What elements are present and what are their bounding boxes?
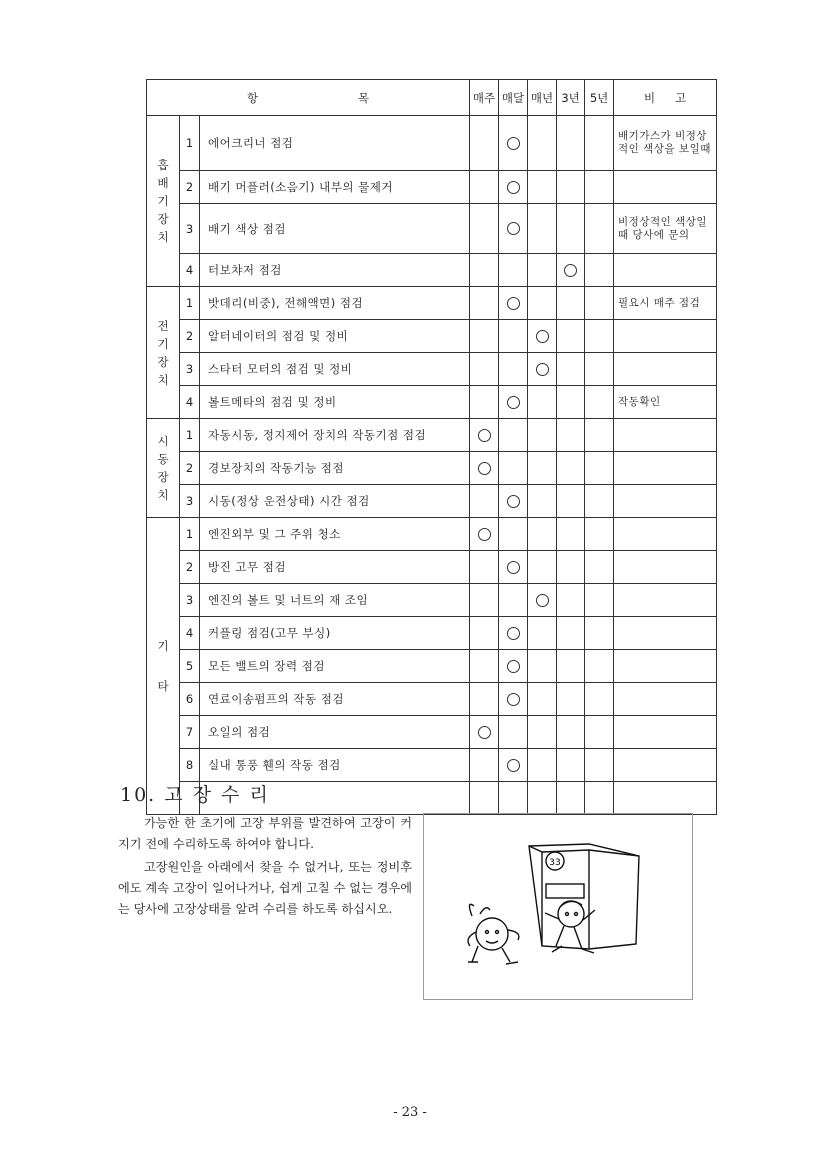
table-row: [147, 171, 717, 204]
table-row: [147, 551, 717, 584]
header-item: 항 목: [147, 80, 470, 116]
table-row: [147, 716, 717, 749]
check-circle-icon: [507, 222, 520, 235]
group-label-char: 장: [157, 470, 169, 484]
row-number: 2: [180, 452, 200, 485]
row-item: 스타터 모터의 점검 및 정비: [200, 353, 470, 386]
check-circle-icon: [507, 396, 520, 409]
cell-weekly: [470, 683, 499, 716]
cell-y3: [557, 320, 585, 353]
row-item: 방진 고무 점검: [200, 551, 470, 584]
group-label: [147, 287, 180, 419]
table-header-row: [147, 80, 717, 116]
check-circle-icon: [478, 726, 491, 739]
row-note: [614, 254, 717, 287]
row-number: 1: [180, 287, 200, 320]
check-circle-icon: [507, 759, 520, 772]
cell-y3: [557, 386, 585, 419]
cell-y5: [585, 171, 614, 204]
row-number: 3: [180, 485, 200, 518]
cell-monthly: [499, 485, 528, 518]
cell-monthly: [499, 749, 528, 782]
cell-monthly: [499, 452, 528, 485]
group-label-char: 치: [157, 488, 169, 502]
paragraph-2: 고장원인을 아래에서 찾을 수 없거나, 또는 정비후에도 계속 고장이 일어나거나, 쉽게 고칠 수 없는 경우에는 당사에 고장상태를 알려 수리를 하도록 하십시오.: [118, 860, 412, 916]
row-item: 시동(정상 운전상태) 시간 점검: [200, 485, 470, 518]
row-note: [614, 320, 717, 353]
cell-y5: [585, 353, 614, 386]
cell-y3: [557, 204, 585, 254]
group-label-char: 타: [157, 679, 169, 693]
row-note: [614, 419, 717, 452]
section-title: 고 장 수 리: [164, 784, 270, 806]
cell-weekly: [470, 716, 499, 749]
group-label-char: 치: [157, 230, 169, 244]
cell-y5: [585, 584, 614, 617]
cell-yearly: [528, 617, 557, 650]
cell-y3: [557, 551, 585, 584]
cell-monthly: [499, 353, 528, 386]
cell-weekly: [470, 204, 499, 254]
row-item: 경보장치의 작동기능 점점: [200, 452, 470, 485]
table-row: [147, 386, 717, 419]
cell-monthly: [499, 584, 528, 617]
row-number: 7: [180, 716, 200, 749]
row-note: 작동확인: [614, 386, 717, 419]
group-label: [147, 116, 180, 287]
group-label-char: 치: [157, 372, 169, 387]
cell-monthly: [499, 683, 528, 716]
check-circle-icon: [536, 363, 549, 376]
section-body: [118, 813, 412, 922]
cell-y3: [557, 749, 585, 782]
cell-y3: [557, 782, 585, 815]
table-row: [147, 419, 717, 452]
table-row: [147, 683, 717, 716]
cell-y5: [585, 386, 614, 419]
group-label-char: 흡: [157, 158, 169, 172]
cell-monthly: [499, 116, 528, 171]
cell-y3: [557, 683, 585, 716]
mechanic-mascot-illustration: [424, 814, 692, 999]
row-number: 2: [180, 320, 200, 353]
cell-weekly: [470, 650, 499, 683]
row-note: [614, 782, 717, 815]
cell-yearly: [528, 518, 557, 551]
check-circle-icon: [507, 660, 520, 673]
cell-y5: [585, 650, 614, 683]
header-note: 비 고: [614, 80, 717, 116]
table-row: [147, 584, 717, 617]
table-row: [147, 452, 717, 485]
paragraph-1: 가능한 한 초기에 고장 부위를 발견하여 고장이 커지기 전에 수리하도록 하여야 합니다.: [118, 816, 412, 851]
row-number: 3: [180, 204, 200, 254]
cell-weekly: [470, 353, 499, 386]
row-number: 1: [180, 116, 200, 171]
cell-y3: [557, 452, 585, 485]
row-item: 터보챠저 점검: [200, 254, 470, 287]
cell-monthly: [499, 171, 528, 204]
group-label-char: 시: [157, 434, 169, 448]
cell-yearly: [528, 171, 557, 204]
row-item: 모든 밸트의 장력 점검: [200, 650, 470, 683]
cell-y5: [585, 287, 614, 320]
row-note: [614, 584, 717, 617]
check-circle-icon: [507, 693, 520, 706]
row-note: [614, 485, 717, 518]
row-item: 볼트메타의 점검 및 정비: [200, 386, 470, 419]
cell-yearly: [528, 452, 557, 485]
cell-weekly: [470, 254, 499, 287]
row-number: 2: [180, 551, 200, 584]
row-note: [614, 617, 717, 650]
page-number: - 23 -: [393, 1105, 427, 1120]
cell-monthly: [499, 782, 528, 815]
table-row: [147, 116, 717, 171]
cell-weekly: [470, 452, 499, 485]
check-circle-icon: [507, 181, 520, 194]
row-number: 3: [180, 353, 200, 386]
cell-yearly: [528, 254, 557, 287]
check-circle-icon: [564, 264, 577, 277]
row-number: 1: [180, 419, 200, 452]
check-circle-icon: [536, 330, 549, 343]
row-item: 엔진의 볼트 및 너트의 재 조임: [200, 584, 470, 617]
header-monthly: 매달: [499, 80, 528, 116]
group-label-char: 동: [157, 452, 169, 466]
cell-yearly: [528, 204, 557, 254]
table-row: [147, 485, 717, 518]
cell-yearly: [528, 485, 557, 518]
row-note: [614, 749, 717, 782]
row-item: 실내 통풍 휀의 작동 점검: [200, 749, 470, 782]
row-number: 2: [180, 171, 200, 204]
row-number: 3: [180, 584, 200, 617]
table-row: [147, 749, 717, 782]
check-circle-icon: [507, 137, 520, 150]
cell-y5: [585, 419, 614, 452]
repair-illustration: [423, 813, 693, 1000]
group-label-char: 장: [157, 212, 169, 226]
table-row: [147, 287, 717, 320]
row-note: [614, 650, 717, 683]
row-number: 5: [180, 650, 200, 683]
cell-weekly: [470, 485, 499, 518]
row-note: [614, 452, 717, 485]
cell-monthly: [499, 551, 528, 584]
badge-number: 33: [549, 858, 561, 868]
row-number: 8: [180, 749, 200, 782]
cell-y3: [557, 518, 585, 551]
section-heading: [120, 780, 270, 807]
cell-yearly: [528, 386, 557, 419]
cell-monthly: [499, 518, 528, 551]
check-circle-icon: [507, 495, 520, 508]
cell-y5: [585, 320, 614, 353]
check-circle-icon: [536, 594, 549, 607]
row-note: 필요시 매주 점검: [614, 287, 717, 320]
cell-yearly: [528, 584, 557, 617]
check-circle-icon: [478, 528, 491, 541]
group-label: [147, 518, 180, 815]
row-note: [614, 353, 717, 386]
row-item: 밧데리(비중), 전해액면) 점검: [200, 287, 470, 320]
cell-weekly: [470, 782, 499, 815]
cell-yearly: [528, 551, 557, 584]
cell-y5: [585, 617, 614, 650]
cell-y5: [585, 254, 614, 287]
row-item: 오일의 점검: [200, 716, 470, 749]
row-item: 알터네이터의 점검 및 정비: [200, 320, 470, 353]
cell-y3: [557, 353, 585, 386]
cell-y5: [585, 204, 614, 254]
cell-yearly: [528, 650, 557, 683]
row-note: [614, 551, 717, 584]
cell-weekly: [470, 749, 499, 782]
table-row: [147, 353, 717, 386]
cell-weekly: [470, 116, 499, 171]
cell-y5: [585, 683, 614, 716]
group-label-char: 기: [157, 194, 169, 208]
cell-y5: [585, 485, 614, 518]
row-item: 커플링 점검(고무 부싱): [200, 617, 470, 650]
cell-y3: [557, 485, 585, 518]
cell-yearly: [528, 716, 557, 749]
cell-y5: [585, 749, 614, 782]
table-row: [147, 320, 717, 353]
group-label-char: 배: [157, 176, 169, 190]
cell-monthly: [499, 650, 528, 683]
cell-y3: [557, 650, 585, 683]
table-row: [147, 650, 717, 683]
cell-y3: [557, 584, 585, 617]
cell-weekly: [470, 171, 499, 204]
row-item: 자동시동, 정지제어 장치의 작동기점 점검: [200, 419, 470, 452]
table-row: [147, 617, 717, 650]
cell-monthly: [499, 716, 528, 749]
row-number: 4: [180, 254, 200, 287]
header-weekly: 매주: [470, 80, 499, 116]
cell-monthly: [499, 204, 528, 254]
cell-weekly: [470, 386, 499, 419]
check-circle-icon: [507, 561, 520, 574]
cell-monthly: [499, 617, 528, 650]
cell-y5: [585, 782, 614, 815]
check-circle-icon: [507, 297, 520, 310]
row-item: 배기 머플러(소음기) 내부의 물제거: [200, 171, 470, 204]
row-number: 4: [180, 617, 200, 650]
maintenance-table: [146, 79, 717, 815]
row-note: [614, 171, 717, 204]
cell-y3: [557, 419, 585, 452]
row-item: 에어크리너 점검: [200, 116, 470, 171]
group-label-char: 기: [157, 336, 169, 351]
cell-y3: [557, 116, 585, 171]
cell-yearly: [528, 683, 557, 716]
table-row: [147, 254, 717, 287]
cell-yearly: [528, 353, 557, 386]
cell-monthly: [499, 386, 528, 419]
group-label: [147, 419, 180, 518]
cell-weekly: [470, 419, 499, 452]
cell-y5: [585, 116, 614, 171]
cell-y5: [585, 518, 614, 551]
cell-weekly: [470, 518, 499, 551]
cell-y5: [585, 551, 614, 584]
check-circle-icon: [507, 627, 520, 640]
cell-weekly: [470, 617, 499, 650]
row-item: 배기 색상 점검: [200, 204, 470, 254]
cell-yearly: [528, 116, 557, 171]
cell-weekly: [470, 287, 499, 320]
group-label-char: 전: [157, 318, 169, 333]
cell-y5: [585, 716, 614, 749]
cell-yearly: [528, 782, 557, 815]
row-number: 1: [180, 518, 200, 551]
row-number: 4: [180, 386, 200, 419]
cell-monthly: [499, 320, 528, 353]
cell-weekly: [470, 584, 499, 617]
header-yearly: 매년: [528, 80, 557, 116]
cell-monthly: [499, 254, 528, 287]
cell-y3: [557, 287, 585, 320]
cell-y3: [557, 254, 585, 287]
cell-weekly: [470, 320, 499, 353]
cell-yearly: [528, 419, 557, 452]
row-note: [614, 518, 717, 551]
row-note: [614, 683, 717, 716]
cell-y3: [557, 716, 585, 749]
cell-weekly: [470, 551, 499, 584]
row-item: 연료이송펌프의 작동 점검: [200, 683, 470, 716]
cell-y3: [557, 617, 585, 650]
cell-monthly: [499, 419, 528, 452]
cell-yearly: [528, 749, 557, 782]
cell-yearly: [528, 287, 557, 320]
cell-monthly: [499, 287, 528, 320]
cell-y5: [585, 452, 614, 485]
table-row: [147, 204, 717, 254]
row-note: 비정상적인 색상일 때 당사에 문의: [614, 204, 717, 254]
check-circle-icon: [478, 462, 491, 475]
header-5year: 5년: [585, 80, 614, 116]
table-row: [147, 518, 717, 551]
header-3year: 3년: [557, 80, 585, 116]
group-label-char: 장: [157, 354, 169, 369]
row-note: [614, 716, 717, 749]
row-item: 엔진외부 및 그 주위 청소: [200, 518, 470, 551]
cell-y3: [557, 171, 585, 204]
cell-yearly: [528, 320, 557, 353]
section-number: 10.: [120, 784, 157, 806]
row-note: 배기가스가 비정상적인 색상을 보일때: [614, 116, 717, 171]
row-number: 6: [180, 683, 200, 716]
check-circle-icon: [478, 429, 491, 442]
group-label-char: 기: [157, 639, 169, 653]
